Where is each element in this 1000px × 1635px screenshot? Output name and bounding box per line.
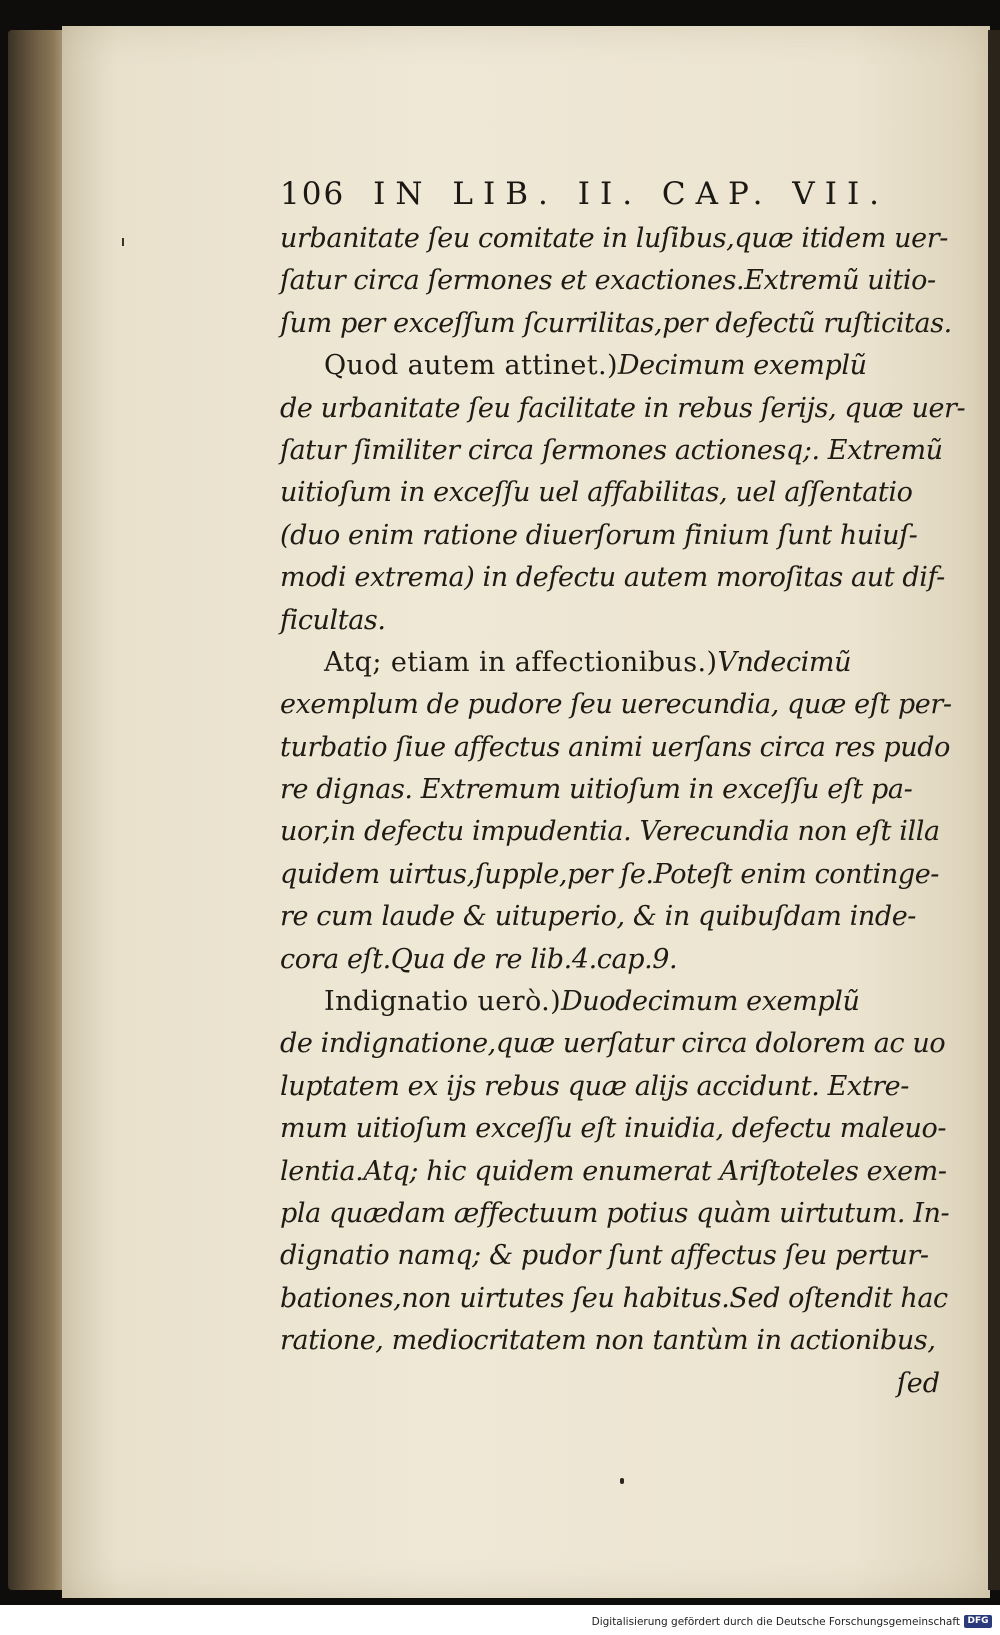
text-line [280, 727, 951, 769]
book-spine-edge [8, 30, 68, 1590]
text-line [280, 345, 940, 387]
line-text: mum uitioſum exceſſu eſt inuidia, defectu maleuo- [280, 1113, 947, 1145]
line-text: Decimum exemplũ [617, 350, 867, 382]
line-text: re dignas. Extremum uitioſum in exceſſu eſt pa- [280, 774, 913, 806]
line-text: ſum per exceſſum ſcurrilitas,per defectũ ruſticitas. [280, 307, 952, 339]
margin-mark [122, 238, 124, 246]
line-text: Duodecimum exemplũ [561, 986, 860, 1018]
line-text: quidem uirtus,ſupple,per ſe.Poteſt enim continge- [280, 858, 940, 890]
running-head [280, 170, 940, 218]
line-text: modi extrema) in defectu autem moroſitas aut dif- [280, 562, 945, 594]
line-text: uitioſum in exceſſu uel affabilitas, uel aſſentatio [280, 477, 913, 509]
text-line [280, 981, 940, 1023]
catchword: ſed [896, 1367, 940, 1399]
line-text: uor,in defectu impudentia. Verecundia non eſt illa [280, 816, 940, 848]
text-line [280, 1320, 940, 1362]
line-text: luptatem ex ijs rebus quæ alijs accidunt. Extre- [280, 1070, 909, 1102]
text-block [280, 170, 966, 1405]
text-line [280, 472, 940, 514]
line-text: dignatio namq; & pudor ſunt affectus ſeu pertur- [280, 1240, 929, 1272]
text-line [280, 218, 948, 260]
text-line [280, 515, 940, 557]
line-text: de indignatione,quæ uerſatur circa dolorem ac uo [280, 1028, 946, 1060]
line-text: ſatur ſimiliter circa ſermones actionesq;. Extremũ [280, 434, 943, 466]
text-line [280, 811, 940, 853]
text-line [280, 260, 940, 302]
text-line [280, 303, 952, 345]
lemma: Indignatio uerò.) [324, 986, 562, 1018]
text-line [280, 939, 940, 981]
text-line [280, 557, 945, 599]
line-text: urbanitate ſeu comitate in luſibus,quæ itidem uer- [280, 223, 948, 254]
line-text: Vndecimũ [717, 646, 852, 678]
printer-mark [620, 1478, 624, 1484]
line-text: cora eſt.Qua de re lib.4.cap.9. [280, 943, 678, 975]
line-text: ficultas. [280, 604, 386, 636]
text-line [280, 430, 943, 472]
line-text: lentia.Atq; hic quidem enumerat Ariſtoteles exem- [280, 1155, 947, 1187]
line-text: ſatur circa ſermones et exactiones.Extremũ uitio- [280, 265, 936, 297]
line-text: exemplum de pudore ſeu uerecundia, quæ eſt per- [280, 689, 952, 721]
line-text: pla quædam æffectuum potius quàm uirtutum. In- [280, 1197, 950, 1229]
text-line [280, 684, 952, 726]
line-text: bationes,non uirtutes ſeu habitus.Sed oſtendit hac [280, 1282, 948, 1314]
dfg-logo: DFG [964, 1615, 992, 1628]
text-line [280, 642, 940, 684]
page-number: 106 [280, 176, 346, 212]
line-text: (duo enim ratione diuerſorum finium ſunt huiuſ- [280, 519, 918, 551]
line-text: de urbanitate ſeu facilitate in rebus ſerijs, quæ uer- [280, 392, 966, 424]
footer-credit: Digitalisierung gefördert durch die Deutsche Forschungsgemeinschaft [591, 1616, 960, 1628]
text-line [280, 1193, 950, 1235]
lemma: Atq; etiam in affectionibus.) [324, 646, 718, 678]
text-line [280, 896, 940, 938]
text-line [280, 1151, 947, 1193]
text-line [280, 388, 966, 430]
text-line [280, 600, 940, 642]
text-line [280, 1235, 940, 1277]
text-line [280, 1108, 947, 1150]
text-line [280, 1066, 940, 1108]
text-line [280, 1023, 946, 1065]
body-text [280, 218, 966, 1363]
line-text: ratione, mediocritatem non tantùm in actionibus, [280, 1325, 936, 1357]
line-text: turbatio ſiue affectus animi uerſans circa res pudo [280, 731, 951, 763]
page-right-edge [988, 30, 1000, 1590]
running-head-title: IN LIB. II. CAP. VII. [373, 176, 890, 212]
lemma: Quod autem attinet.) [324, 350, 618, 382]
text-line [280, 769, 940, 811]
text-line [280, 1278, 948, 1320]
line-text: re cum laude & uituperio, & in quibuſdam inde- [280, 901, 917, 933]
text-line [280, 854, 940, 896]
